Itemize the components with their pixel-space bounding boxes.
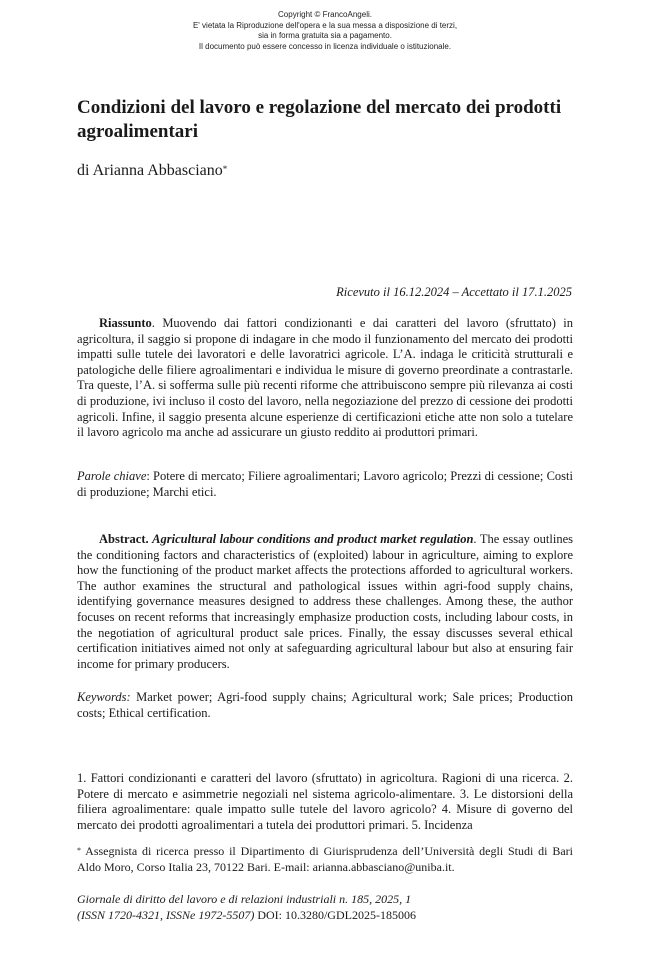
parole-chiave-text: : Potere di mercato; Filiere agroalimentari; Lavoro agricolo; Prezzi di cessione; Costi di produzione; Marchi etici. — [77, 469, 573, 499]
copyright-line-2: E' vietata la Riproduzione dell'opera e la sua messa a disposizione di terzi, — [192, 20, 458, 30]
riassunto-paragraph — [77, 316, 573, 441]
table-of-contents: 1. Fattori condizionanti e caratteri del lavoro (sfruttato) in agricoltura. Ragioni di una ricerca. 2. Potere di mercato e asimmetrie negoziali nel sistema agricolo-alimentare. 3. Le distorsioni della filiera agroalimentare: quale impatto sulle tutele del lavoro agricolo? 4. Misure di governo del mercato dei prodotti agroalimentari a tutela dei produttori primari. 5. Incidenza — [77, 771, 573, 832]
journal-name: Giornale di diritto del lavoro e di relazioni industriali n. 185, 2025, 1 — [77, 892, 412, 906]
journal-doi[interactable]: DOI: 10.3280/GDL2025-185006 — [254, 907, 416, 922]
riassunto-label: Riassunto — [99, 316, 152, 330]
copyright-line-4: Il documento può essere concesso in licenza individuale o istituzionale. — [198, 41, 452, 51]
copyright-notice — [0, 10, 650, 52]
article-title: Condizioni del lavoro e regolazione del mercato dei prodotti agroalimentari — [77, 97, 562, 142]
author-line — [77, 161, 227, 181]
author-footnote — [77, 844, 573, 875]
copyright-line-1: Copyright © FrancoAngeli. — [278, 10, 372, 19]
received-accepted-dates: Ricevuto il 16.12.2024 – Accettato il 17.1.2025 — [336, 285, 572, 299]
copyright-line-3: sia in forma gratuita sia a pagamento. — [258, 31, 392, 40]
journal-citation — [77, 892, 577, 923]
keywords-label: Keywords: — [77, 690, 131, 704]
journal-identifiers — [77, 908, 577, 924]
footnote-text: Assegnista di ricerca presso il Dipartimento di Giurisprudenza dell’Università degli Studi di Bari Aldo Moro, Corso Italia 23, 70122 Bari. E-mail: arianna.abbasciano@uniba.it. — [77, 844, 573, 874]
riassunto-text: . Muovendo dai fattori condizionanti e dai caratteri del lavoro (sfruttato) in agricoltura, il saggio si propone di indagare in che modo il funzionamento del mercato dei prodotti impatti sulle tutele dei lavoratori e delle lavoratrici agricole. L’A. indaga le criticità strutturali e patologiche delle filiere agroalimentari e individua le misure di governo preordinate a contrastarle. Tra queste, l’A. si sofferma sulle più recenti riforme che attribuiscono sempre più rilevanza ai costi di produzione, ivi incluso il costo del lavoro, nella negoziazione del prezzo di cessione dei prodotti agricoli. Infine, il saggio presenta alcune esperienze di certificazioni etiche atte non solo a tutelare il lavoro agricolo ma anche ad assicurare un giusto reddito ai produttori primari. — [77, 316, 573, 440]
footnote-mark: * — [77, 846, 81, 855]
abstract-english-title: Agricultural labour conditions and product market regulation — [152, 532, 474, 546]
journal-issn: (ISSN 1720-4321, ISSNe 1972-5507) — [77, 907, 255, 922]
abstract-text: . The essay outlines the conditioning factors and characteristics of (exploited) labour in agriculture, aiming to explore how the functioning of the product market affects the protections afforded to agricultural workers. The author examines the structural and pathological issues within agri-food supply chains, identifying governance measures designed to address these challenges. Among these, the author focuses on recent reforms that increasingly emphasize production costs, including labour costs, in the negotiation of agricultural product sale prices. Finally, the essay discusses several ethical certification initiatives aimed not only at safeguarding agricultural labour but also at ensuring fair income for primary producers. — [77, 532, 573, 671]
abstract-label: Abstract. — [99, 532, 149, 546]
parole-chiave-label: Parole chiave — [77, 469, 147, 483]
abstract-paragraph — [77, 532, 573, 672]
keywords-text: Market power; Agri-food supply chains; Agricultural work; Sale prices; Production costs; Ethical certification. — [77, 690, 573, 720]
author-name: di Arianna Abbasciano — [77, 162, 223, 179]
author-footnote-mark[interactable]: * — [222, 164, 228, 174]
keywords-paragraph — [77, 690, 573, 721]
parole-chiave-paragraph — [77, 469, 573, 500]
